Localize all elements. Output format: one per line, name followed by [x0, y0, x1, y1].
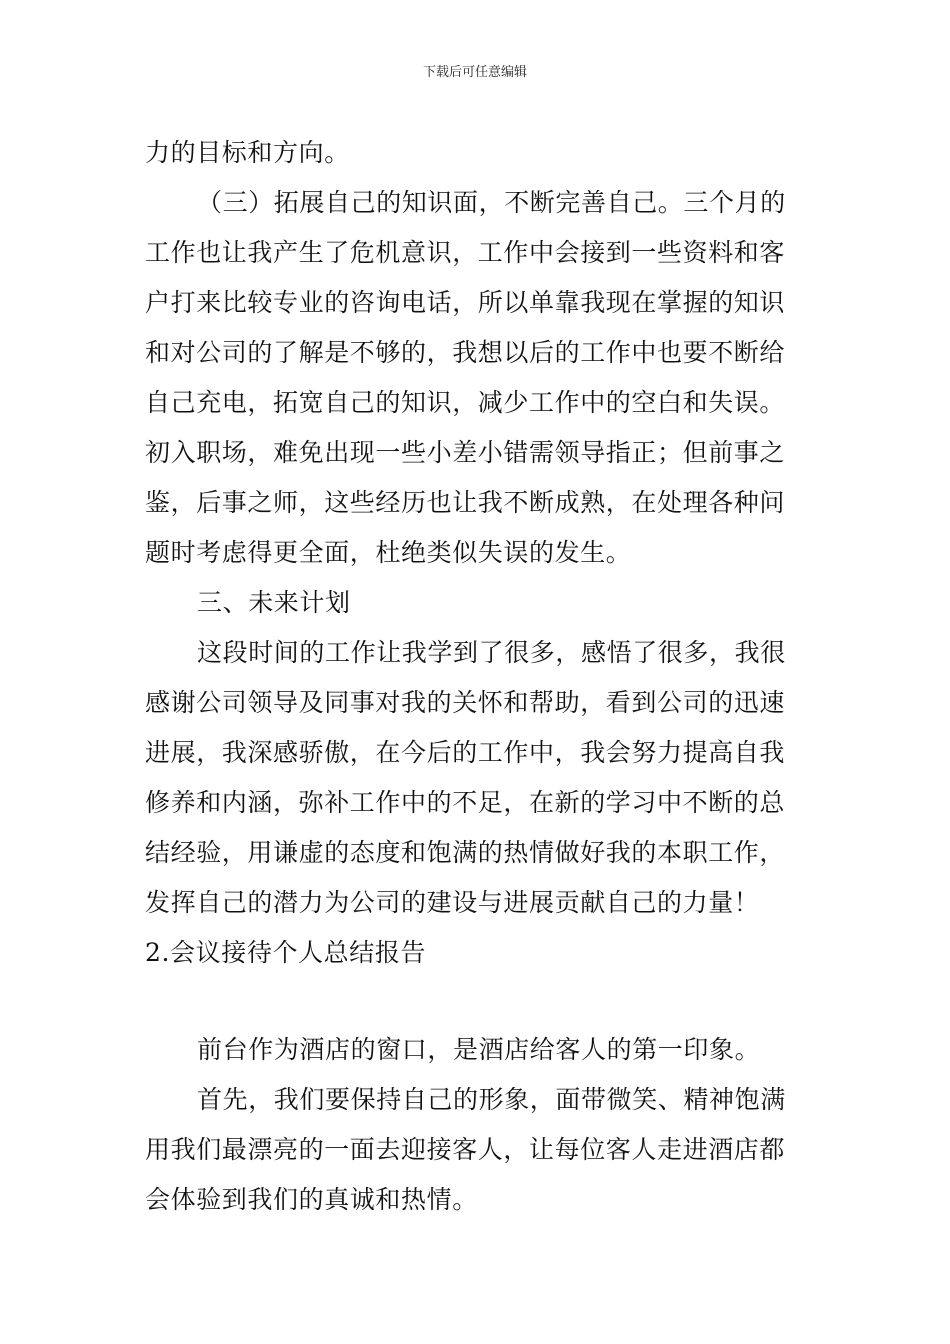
- text-line: 鉴，后事之师，这些经历也让我不断成熟，在处理各种问: [145, 488, 786, 517]
- text-line: 和对公司的了解是不够的，我想以后的工作中也要不断给: [145, 338, 786, 367]
- text-line: 三、未来计划: [197, 588, 351, 617]
- text-line: 前台作为酒店的窗口，是酒店给客人的第一印象。: [197, 1035, 761, 1064]
- text-line: 自己充电，拓宽自己的知识，减少工作中的空白和失误。: [145, 388, 786, 417]
- paragraph: [145, 578, 810, 628]
- text-line: 结经验，用谦虚的态度和饱满的热情做好我的本职工作，: [145, 838, 786, 867]
- paragraph-gap: [145, 978, 810, 1025]
- document-body: [145, 128, 810, 1225]
- text-line: 感谢公司领导及同事对我的关怀和帮助，看到公司的迅速: [145, 688, 786, 717]
- page-header: 下载后可任意编辑: [422, 65, 527, 80]
- paragraph: [145, 1075, 810, 1225]
- text-line: 首先，我们要保持自己的形象，面带微笑、精神饱满: [197, 1085, 786, 1114]
- text-line: 初入职场，难免出现一些小差小错需领导指正；但前事之: [145, 438, 786, 467]
- text-line: 2.会议接待个人总结报告: [145, 938, 427, 967]
- paragraph: [145, 928, 810, 978]
- text-line: 这段时间的工作让我学到了很多，感悟了很多，我很: [197, 638, 786, 667]
- text-line: 户打来比较专业的咨询电话，所以单靠我现在掌握的知识: [145, 288, 786, 317]
- text-line: 修养和内涵，弥补工作中的不足，在新的学习中不断的总: [145, 788, 786, 817]
- text-line: （三）拓展自己的知识面，不断完善自己。三个月的: [197, 188, 786, 217]
- paragraph: [145, 628, 810, 928]
- text-line: 题时考虑得更全面，杜绝类似失误的发生。: [145, 538, 632, 567]
- text-line: 会体验到我们的真诚和热情。: [145, 1185, 478, 1214]
- paragraph: [145, 128, 810, 178]
- text-line: 用我们最漂亮的一面去迎接客人，让每位客人走进酒店都: [145, 1135, 786, 1164]
- text-line: 力的目标和方向。: [145, 138, 350, 167]
- text-line: 工作也让我产生了危机意识，工作中会接到一些资料和客: [145, 238, 786, 267]
- paragraph: [145, 178, 810, 578]
- text-line: 发挥自己的潜力为公司的建设与进展贡献自己的力量！: [145, 888, 760, 917]
- paragraph: [145, 1025, 810, 1075]
- text-line: 进展，我深感骄傲，在今后的工作中，我会努力提高自我: [145, 738, 786, 767]
